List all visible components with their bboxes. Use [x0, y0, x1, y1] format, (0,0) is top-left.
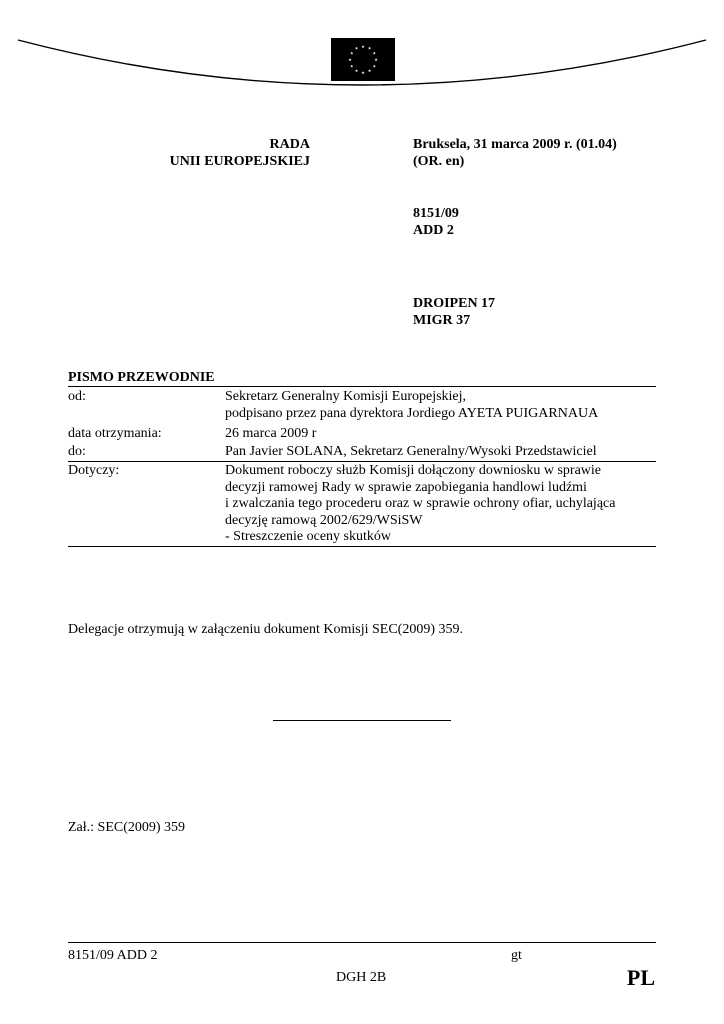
doc-number: 8151/09	[413, 206, 459, 221]
flag-star-icon: ★	[361, 43, 365, 49]
subject-line-1: Dokument roboczy służb Komisji dołączony downiosku w sprawie	[225, 463, 601, 478]
memo-top-rule	[68, 386, 656, 387]
eu-flag-logo	[331, 38, 395, 81]
council-line2: UNII EUROPEJSKIEJ	[169, 154, 310, 169]
council-name	[0, 136, 310, 170]
flag-star-icon: ★	[349, 50, 354, 56]
doc-number-block	[413, 205, 459, 239]
flag-star-icon: ★	[367, 68, 372, 74]
delegations-text: Delegacje otrzymują w załączeniu dokument Komisji SEC(2009) 359.	[68, 622, 464, 637]
flag-star-icon: ★	[367, 45, 372, 51]
addendum: ADD 2	[413, 223, 454, 238]
subject-line-3: i zwalczania tego procederu oraz w sprawie ochrony ofiar, uchylająca	[225, 496, 616, 511]
code-migr: MIGR 37	[413, 313, 471, 328]
subject-line-2: decyzji ramowej Rady w sprawie zapobiegania handlowi ludźmi	[225, 479, 587, 495]
footer-rule	[68, 942, 656, 943]
flag-star-icon: ★	[354, 45, 359, 51]
flag-star-icon: ★	[354, 68, 359, 74]
memo-title: PISMO PRZEWODNIE	[68, 370, 215, 385]
subject-label: Dotyczy:	[68, 463, 120, 478]
from-line-1: Sekretarz Generalny Komisji Europejskiej,	[225, 389, 467, 404]
memo-bottom-rule	[68, 546, 656, 547]
from-line-2: podpisano przez pana dyrektora Jordiego AYETA PUIGARNAUA	[225, 405, 599, 421]
flag-star-icon: ★	[374, 56, 378, 62]
subject-top-rule	[68, 461, 656, 462]
council-line1: RADA	[269, 137, 310, 152]
flag-star-icon: ★	[372, 63, 377, 69]
from-label: od:	[68, 389, 86, 404]
flag-star-icon: ★	[349, 63, 354, 69]
language-code: PL	[626, 965, 655, 990]
received-date-value: 26 marca 2009 r	[225, 426, 317, 441]
codes-block	[413, 295, 495, 329]
subject-value	[225, 463, 645, 546]
flag-star-icon: ★	[372, 50, 377, 56]
footer-initials: gt	[511, 948, 522, 963]
flag-star-icon: ★	[348, 56, 352, 62]
original-language: (OR. en)	[413, 154, 465, 169]
footer-ref: 8151/09 ADD 2	[68, 948, 158, 963]
to-label: do:	[68, 444, 86, 459]
place-date-block	[413, 136, 617, 170]
received-date-label: data otrzymania:	[68, 426, 162, 441]
code-droipen: DROIPEN 17	[413, 296, 496, 311]
footer-dept: DGH 2B	[336, 970, 387, 985]
subject-line-5: - Streszczenie oceny skutków	[225, 529, 391, 544]
flag-star-icon: ★	[361, 69, 365, 75]
separator-rule	[273, 720, 451, 721]
attachment-note: Zał.: SEC(2009) 359	[68, 820, 186, 835]
subject-line-4: decyzję ramową 2002/629/WSiSW	[225, 512, 423, 528]
to-value: Pan Javier SOLANA, Sekretarz Generalny/Wysoki Przedstawiciel	[225, 444, 597, 459]
place-date: Bruksela, 31 marca 2009 r. (01.04)	[413, 137, 617, 152]
from-value	[225, 389, 645, 422]
